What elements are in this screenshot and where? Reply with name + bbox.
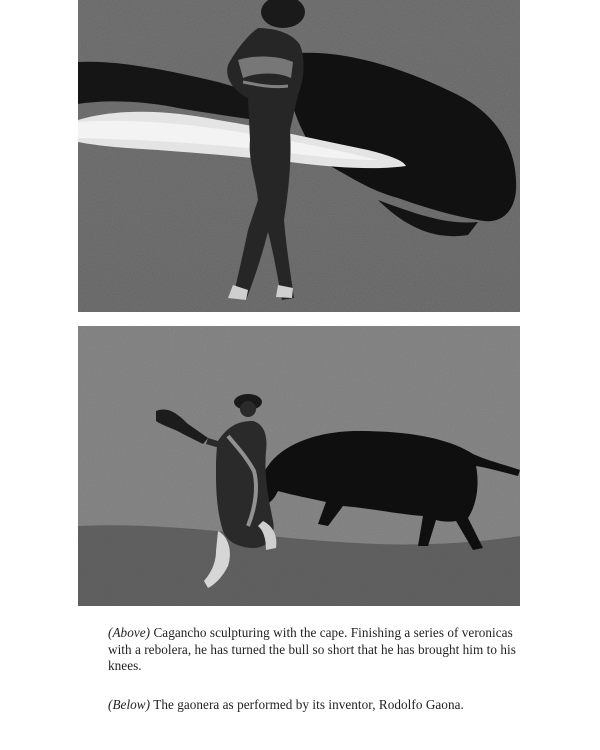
photo-top-cagancho (78, 0, 520, 312)
caption-below (108, 697, 518, 714)
caption-below-lead: (Below) (108, 697, 151, 712)
caption-below-text: The gaonera as performed by its inventor, Rodolfo Gaona. (150, 697, 464, 712)
caption-above-lead: (Above) (108, 625, 151, 640)
caption-above (108, 625, 518, 675)
photo-top-illustration (78, 0, 520, 312)
caption-above-text: Cagancho sculpturing with the cape. Finishing a series of veronicas with a rebolera, he has turned the bull so short that he has brought him to his knees. (108, 625, 516, 673)
photo-bottom-gaonera (78, 326, 520, 606)
photo-bottom-illustration (78, 326, 520, 606)
